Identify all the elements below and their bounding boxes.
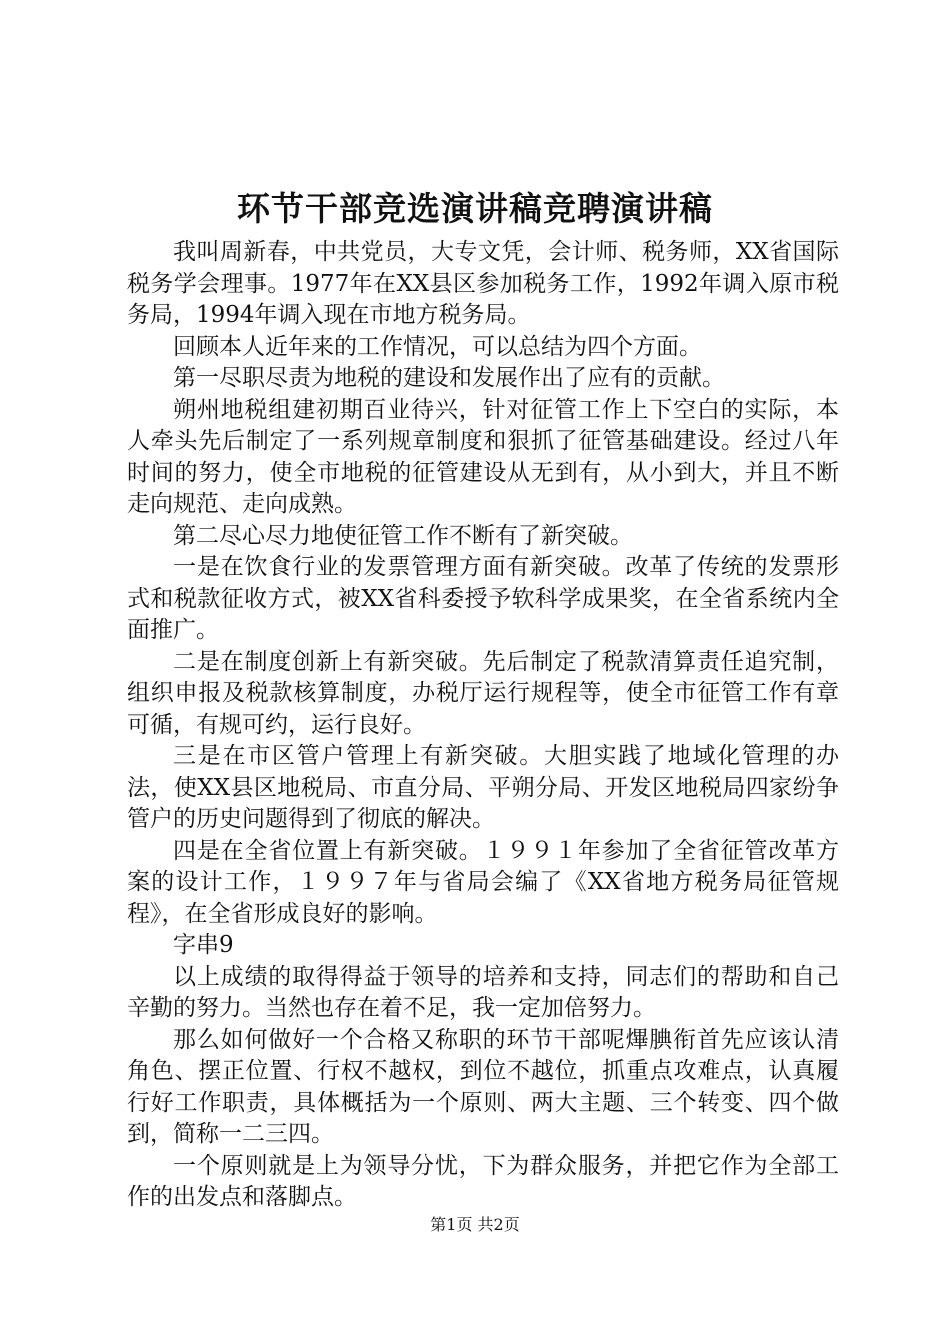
paragraph-string-marker: 字串9 bbox=[173, 932, 234, 958]
paragraph-point-one: 一是在饮食行业的发票管理方面有新突破。改革了传统的发票形式和税款征收方式，被XX省科委授予软科学成果奖，在全省系统内全面推广。 bbox=[127, 554, 839, 643]
document-title: 环节干部竞选演讲稿竞聘演讲稿 bbox=[237, 189, 713, 228]
page-footer: 第1页 共2页 bbox=[430, 1215, 520, 1234]
paragraph-achievements: 以上成绩的取得得益于领导的培养和支持，同志们的帮助和自己辛勤的努力。当然也存在着不足，我一定加倍努力。 bbox=[127, 963, 839, 1021]
paragraph-first-detail: 朔州地税组建初期百业待兴，针对征管工作上下空白的实际，本人牵头先后制定了一系列规章制度和狠抓了征管基础建设。经过八年时间的努力，使全市地税的征管建设从无到有，从小到大，并且不断走向规范、走向成熟。 bbox=[127, 396, 839, 517]
paragraph-second-heading: 第二尽心尽力地使征管工作不断有了新突破。 bbox=[173, 522, 633, 549]
paragraph-how-to: 那么如何做好一个合格又称职的环节干部呢熚腆衔首先应该认清角色、摆正位置、行权不越权，到位不越位，抓重点攻难点，认真履行好工作职责，具体概括为一个原则、两大主题、三个转变、四个做到，简称一二三四。 bbox=[127, 1026, 839, 1147]
document-body bbox=[127, 237, 839, 1214]
paragraph-intro: 我叫周新春，中共党员，大专文凭，会计师、税务师，XX省国际税务学会理事。1977年在XX县区参加税务工作，1992年调入原市税务局，1994年调入现在市地方税务局。 bbox=[127, 239, 839, 328]
paragraph-first-heading: 第一尽职尽责为地税的建设和发展作出了应有的贡献。 bbox=[173, 365, 725, 391]
paragraph-point-two: 二是在制度创新上有新突破。先后制定了税款清算责任追究制，组织申报及税款核算制度，办税厅运行规程等，使全市征管工作有章可循，有规可约，运行良好。 bbox=[127, 648, 839, 738]
paragraph-point-four: 四是在全省位置上有新突破。１９９１年参加了全省征管改革方案的设计工作，１９９７年与省局会编了《XX省地方税务局征管规程》，在全省形成良好的影响。 bbox=[127, 837, 839, 927]
paragraph-review: 回顾本人近年来的工作情况，可以总结为四个方面。 bbox=[173, 333, 702, 360]
paragraph-point-three: 三是在市区管户管理上有新突破。大胆实践了地域化管理的办法，使XX县区地税局、市直分局、平朔分局、开发区地税局四家纷争管户的历史问题得到了彻底的解决。 bbox=[127, 743, 839, 832]
paragraph-principle: 一个原则就是上为领导分忧，下为群众服务，并把它作为全部工作的出发点和落脚点。 bbox=[127, 1152, 839, 1210]
